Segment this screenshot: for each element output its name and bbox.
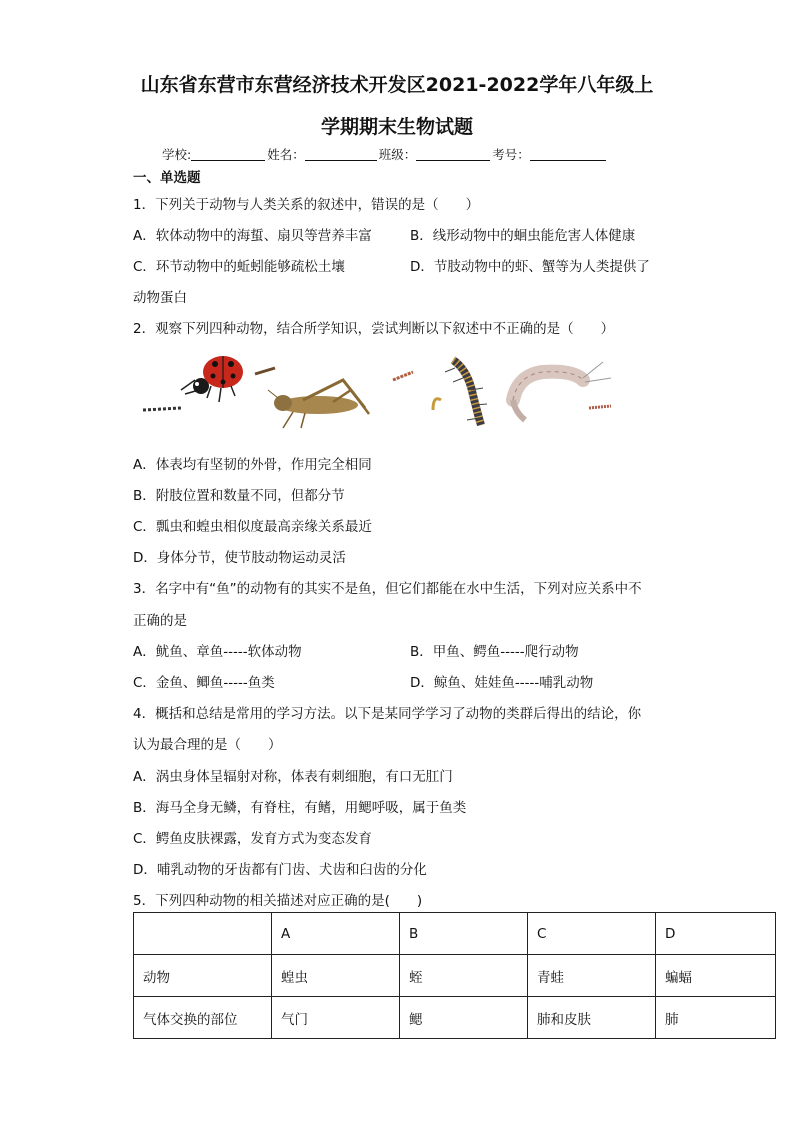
q3-option-c: C．金鱼、鲫鱼-----鱼类	[133, 675, 275, 691]
q4-option-d: D．哺乳动物的牙齿都有门齿、犬齿和臼齿的分化	[133, 862, 427, 878]
q1-option-b: B．线形动物中的蛔虫能危害人体健康	[410, 228, 636, 244]
student-info-row	[162, 145, 608, 163]
ladybug-image	[143, 356, 275, 410]
q1-option-a: A．软体动物中的海蜇、扇贝等营养丰富	[133, 228, 372, 244]
q4-stem-line2: 认为最合理的是（ ）	[133, 737, 282, 753]
q3-option-a: A．鱿鱼、章鱼-----软体动物	[133, 644, 302, 660]
table-cell: 鳃	[400, 997, 528, 1039]
q4-option-a: A．涡虫身体呈辐射对称，体表有刺细胞，有口无肛门	[133, 769, 453, 785]
number-blank[interactable]	[530, 148, 606, 161]
four-arthropods-figure	[133, 350, 623, 440]
q2-option-d: D．身体分节，使节肢动物运动灵活	[133, 550, 346, 566]
table-row	[134, 997, 776, 1039]
class-blank[interactable]	[416, 148, 490, 161]
title-line-2: 学期期末生物试题	[320, 116, 473, 138]
q2-option-c: C．瓢虫和蝗虫相似度最高亲缘关系最近	[133, 519, 372, 535]
table-row	[134, 913, 776, 955]
q2-stem: 2．观察下列四种动物，结合所学知识，尝试判断以下叙述中不正确的是（ ）	[133, 321, 615, 337]
table-cell: 蝙蝠	[656, 955, 776, 997]
shrimp-image	[513, 362, 611, 420]
q3-stem-line2: 正确的是	[133, 613, 187, 629]
table-cell	[134, 913, 272, 955]
q2-option-b: B．附肢位置和数量不同，但都分节	[133, 488, 345, 504]
q4-option-b: B．海马全身无鳞，有脊柱，有鳍，用鳃呼吸，属于鱼类	[133, 800, 467, 816]
table-cell: 气体交换的部位	[134, 997, 272, 1039]
q1-option-d: D．节肢动物中的虾、蟹等为人类提供了	[410, 259, 650, 275]
q3-option-b: B．甲鱼、鳄鱼-----爬行动物	[410, 644, 579, 660]
table-row	[134, 955, 776, 997]
q1-option-c: C．环节动物中的蚯蚓能够疏松土壤	[133, 259, 345, 275]
school-blank[interactable]	[191, 148, 265, 161]
table-cell: 青蛙	[528, 955, 656, 997]
table-cell: C	[528, 913, 656, 955]
table-cell: 蛭	[400, 955, 528, 997]
q4-stem-line1: 4．概括和总结是常用的学习方法。以下是某同学学习了动物的类群后得出的结论，你	[133, 706, 642, 722]
q5-table	[133, 912, 776, 1039]
table-cell: 蝗虫	[272, 955, 400, 997]
grasshopper-image	[268, 380, 369, 428]
table-cell: B	[400, 913, 528, 955]
table-cell: 动物	[134, 955, 272, 997]
title-line-1: 山东省东营市东营经济技术开发区2021-2022学年八年级上	[140, 74, 654, 96]
class-label: 班级：	[378, 147, 417, 162]
name-label: 姓名：	[267, 147, 305, 162]
q4-option-c: C．鳄鱼皮肤裸露，发育方式为变态发育	[133, 831, 372, 847]
q1-stem: 1．下列关于动物与人类关系的叙述中，错误的是（ ）	[133, 197, 480, 213]
q5-stem: 5．下列四种动物的相关描述对应正确的是( )	[133, 893, 423, 909]
centipede-image	[393, 360, 487, 425]
section-heading: 一、单选题	[133, 170, 201, 186]
q1-option-d-continued: 动物蛋白	[133, 290, 187, 306]
name-blank[interactable]	[305, 148, 377, 161]
number-label: 考号：	[492, 147, 530, 162]
q2-option-a: A．体表均有坚韧的外骨，作用完全相同	[133, 457, 372, 473]
table-cell: D	[656, 913, 776, 955]
table-cell: 肺和皮肤	[528, 997, 656, 1039]
q3-stem-line1: 3．名字中有“鱼”的动物有的其实不是鱼，但它们都能在水中生活，下列对应关系中不	[133, 581, 642, 597]
table-cell: A	[272, 913, 400, 955]
table-cell: 气门	[272, 997, 400, 1039]
table-cell: 肺	[656, 997, 776, 1039]
school-label: 学校:	[162, 147, 192, 162]
q3-option-d: D．鲸鱼、娃娃鱼-----哺乳动物	[410, 675, 594, 691]
